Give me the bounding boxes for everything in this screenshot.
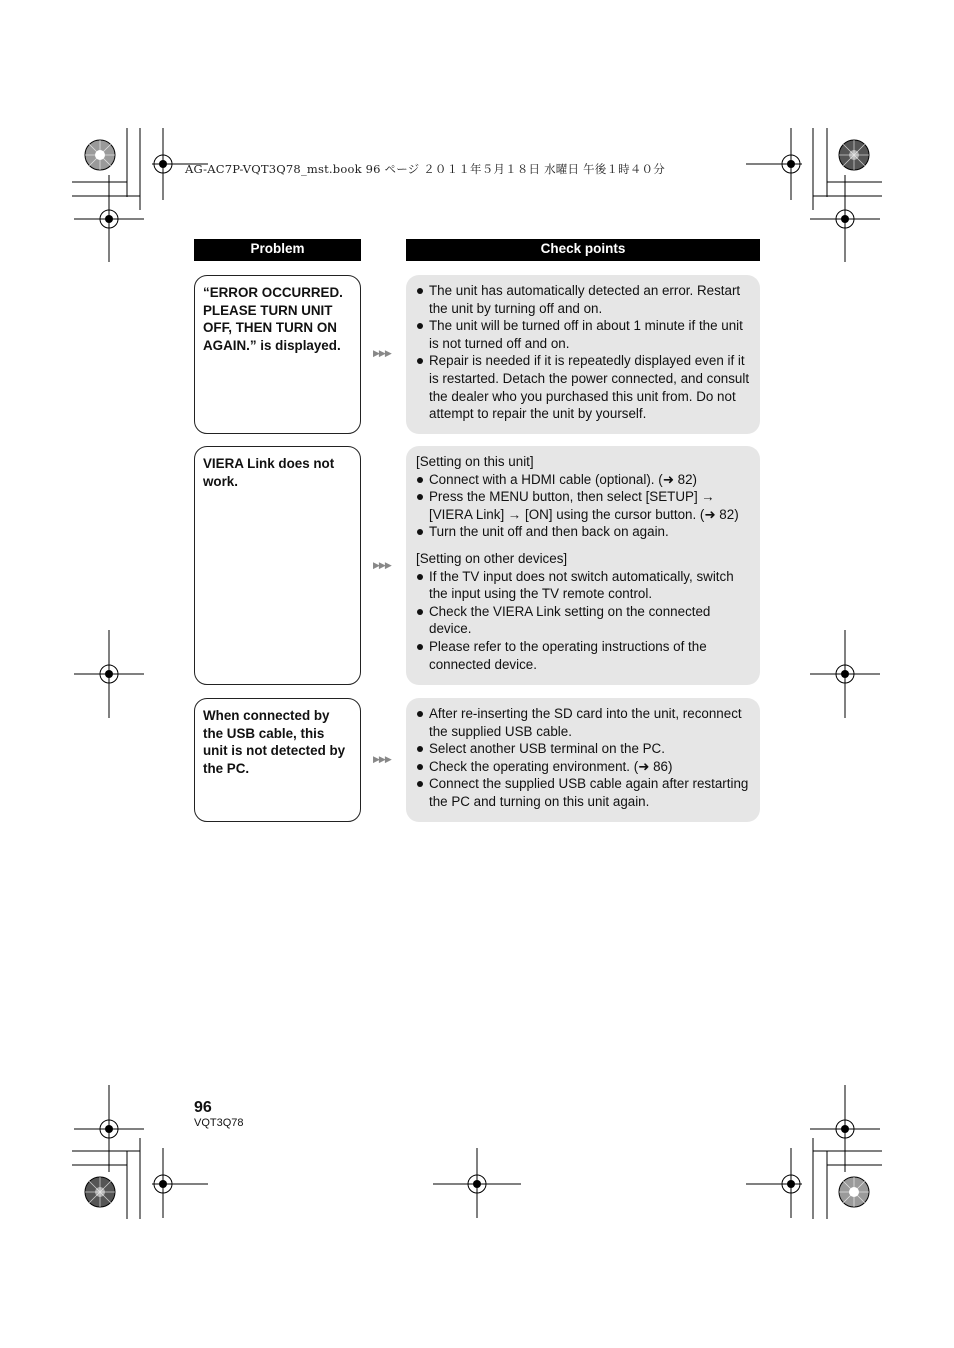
list-item: Press the MENU button, then select [SETUP] → [VIERA Link] → [ON] using the cursor button. (➜ 82) (416, 488, 752, 523)
list-item: Turn the unit off and then back on again. (416, 523, 752, 541)
list-item: Select another USB terminal on the PC. (416, 740, 752, 758)
list-item: The unit has automatically detected an error. Restart the unit by turning off and on. (416, 282, 752, 317)
list-item: Connect with a HDMI cable (optional). (➜ 82) (416, 471, 752, 489)
problem-cell-usb-not-detected: When connected by the USB cable, this unit is not detected by the PC. (194, 698, 361, 822)
list-item: The unit will be turned off in about 1 minute if the unit is not turned off and on. (416, 317, 752, 352)
check-points-cell-usb-not-detected (406, 698, 760, 822)
list-item: Check the operating environment. (➜ 86) (416, 758, 752, 776)
check-points-list (416, 568, 752, 674)
arrow-right-icon: ▶▶▶ (373, 348, 391, 358)
check-points-list (416, 282, 752, 423)
problem-cell-viera-link: VIERA Link does not work. (194, 446, 361, 685)
list-item: If the TV input does not switch automatically, switch the input using the TV remote control. (416, 568, 752, 603)
group-heading: [Setting on this unit] (416, 454, 534, 469)
print-header: AG-AC7P-VQT3Q78_mst.book 96 ページ ２０１１年５月１８日 水曜日 午後１時４０分 (185, 162, 665, 176)
list-item: Repair is needed if it is repeatedly displayed even if it is restarted. Detach the power connected, and consult the dealer who you purchased this unit from. Do not attempt to repair the unit by yourself. (416, 352, 752, 422)
list-item: Check the VIERA Link setting on the connected device. (416, 603, 752, 638)
arrow-right-icon: ▶▶▶ (373, 754, 391, 764)
check-points-list (416, 471, 752, 541)
problem-column-header: Problem (194, 239, 361, 261)
check-points-list (416, 705, 752, 811)
list-item: Please refer to the operating instructions of the connected device. (416, 638, 752, 673)
model-code: VQT3Q78 (194, 1117, 244, 1129)
arrow-right-icon: ▶▶▶ (373, 560, 391, 570)
list-item: Connect the supplied USB cable again after restarting the PC and turning on this unit again. (416, 775, 752, 810)
page-number: 96 (194, 1099, 212, 1116)
list-item: After re-inserting the SD card into the unit, reconnect the supplied USB cable. (416, 705, 752, 740)
check-points-cell-viera-link (406, 446, 760, 685)
group-heading: [Setting on other devices] (416, 550, 568, 566)
check-points-column-header: Check points (406, 239, 760, 261)
check-points-cell-error-occurred (406, 275, 760, 434)
problem-cell-error-occurred: “ERROR OCCURRED. PLEASE TURN UNIT OFF, THEN TURN ON AGAIN.” is displayed. (194, 275, 361, 434)
